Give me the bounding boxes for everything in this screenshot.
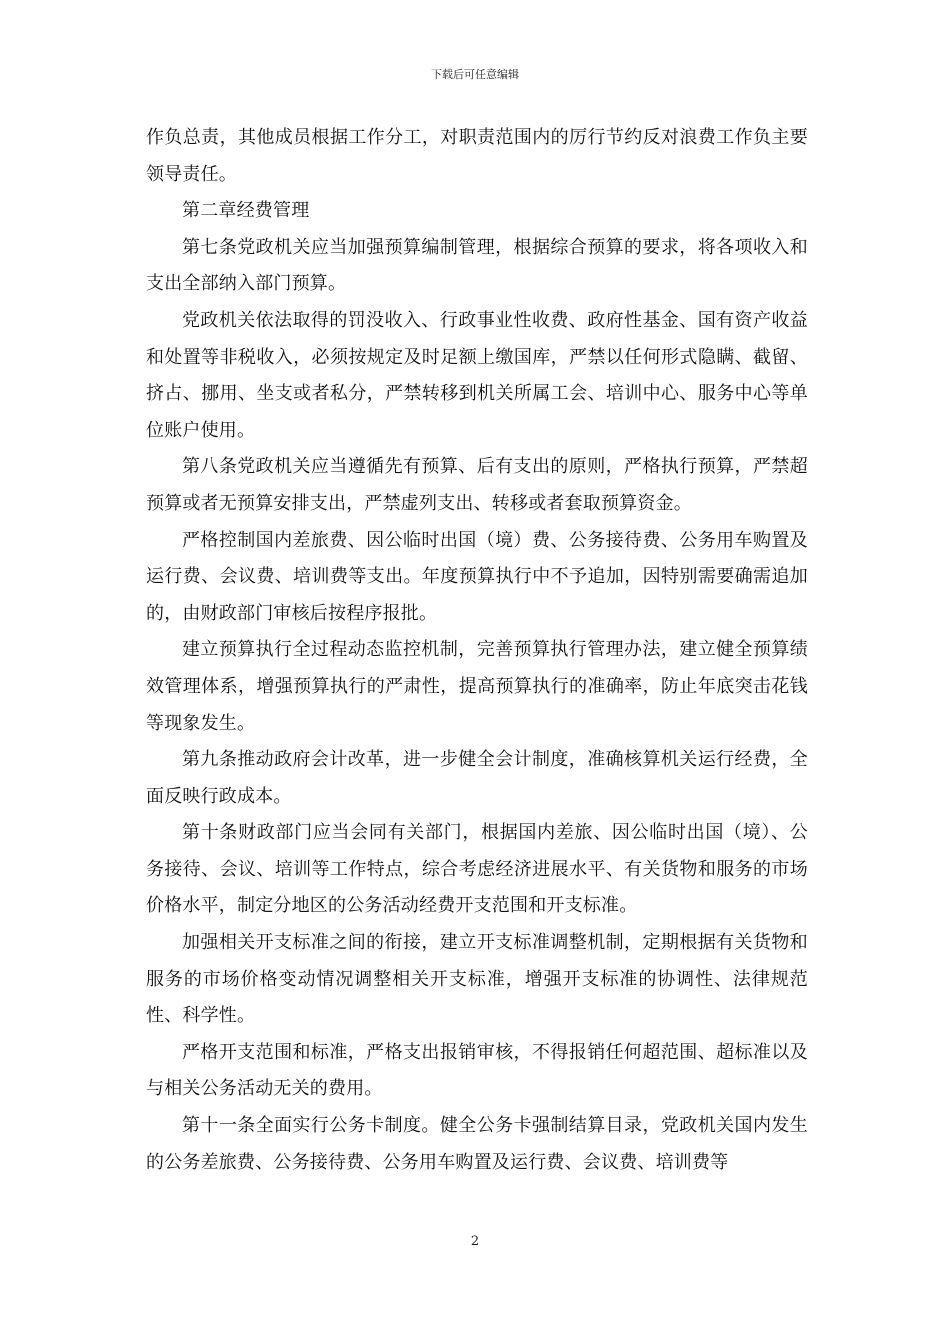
paragraph: 第九条推动政府会计改革，进一步健全会计制度，准确核算机关运行经费，全面反映行政成本。 — [146, 749, 808, 807]
paragraph: 第七条党政机关应当加强预算编制管理，根据综合预算的要求，将各项收入和支出全部纳入部门预算。 — [146, 236, 808, 295]
paragraph: 第十条财政部门应当会同有关部门，根据国内差旅、因公临时出国（境）、公务接待、会议、培训等工作特点，综合考虑经济进展水平、有关货物和服务的市场价格水平，制定分地区的公务活动经费开支范围和开支标准。 — [146, 822, 808, 917]
paragraph: 严格控制国内差旅费、因公临时出国（境）费、公务接待费、公务用车购置及运行费、会议费、培训费等支出。年度预算执行中不予追加，因特别需要确需追加的，由财政部门审核后按程序报批。 — [146, 529, 808, 624]
paragraph: 党政机关依法取得的罚没收入、行政事业性收费、政府性基金、国有资产收益和处置等非税收入，必须按规定及时足额上缴国库，严禁以任何形式隐瞒、截留、挤占、挪用、坐支或者私分，严禁转移到机关所属工会、培训中心、服务中心等单位账户使用。 — [146, 309, 808, 441]
paragraph: 第八条党政机关应当遵循先有预算、后有支出的原则，严格执行预算，严禁超预算或者无预算安排支出，严禁虚列支出、转移或者套取预算资金。 — [146, 456, 808, 514]
paragraph: 严格开支范围和标准，严格支出报销审核，不得报销任何超范围、超标准以及与相关公务活动无关的费用。 — [146, 1041, 808, 1100]
chapter-heading: 第二章经费管理 — [182, 200, 310, 222]
page-number: 2 — [470, 1234, 480, 1249]
page-header: 下载后可任意编辑 — [431, 68, 519, 81]
paragraph: 第十一条全面实行公务卡制度。健全公务卡强制结算目录，党政机关国内发生的公务差旅费、公务接待费、公务用车购置及运行费、会议费、培训费等 — [146, 1115, 808, 1173]
paragraph: 加强相关开支标准之间的衔接，建立开支标准调整机制，定期根据有关货物和服务的市场价格变动情况调整相关开支标准，增强开支标准的协调性、法律规范性、科学性。 — [146, 932, 808, 1027]
document-body — [146, 120, 808, 1181]
paragraph: 作负总责，其他成员根据工作分工，对职责范围内的厉行节约反对浪费工作负主要领导责任。 — [146, 127, 808, 185]
paragraph: 建立预算执行全过程动态监控机制，完善预算执行管理办法，建立健全预算绩效管理体系，增强预算执行的严肃性，提高预算执行的准确率，防止年底突击花钱等现象发生。 — [146, 639, 808, 734]
